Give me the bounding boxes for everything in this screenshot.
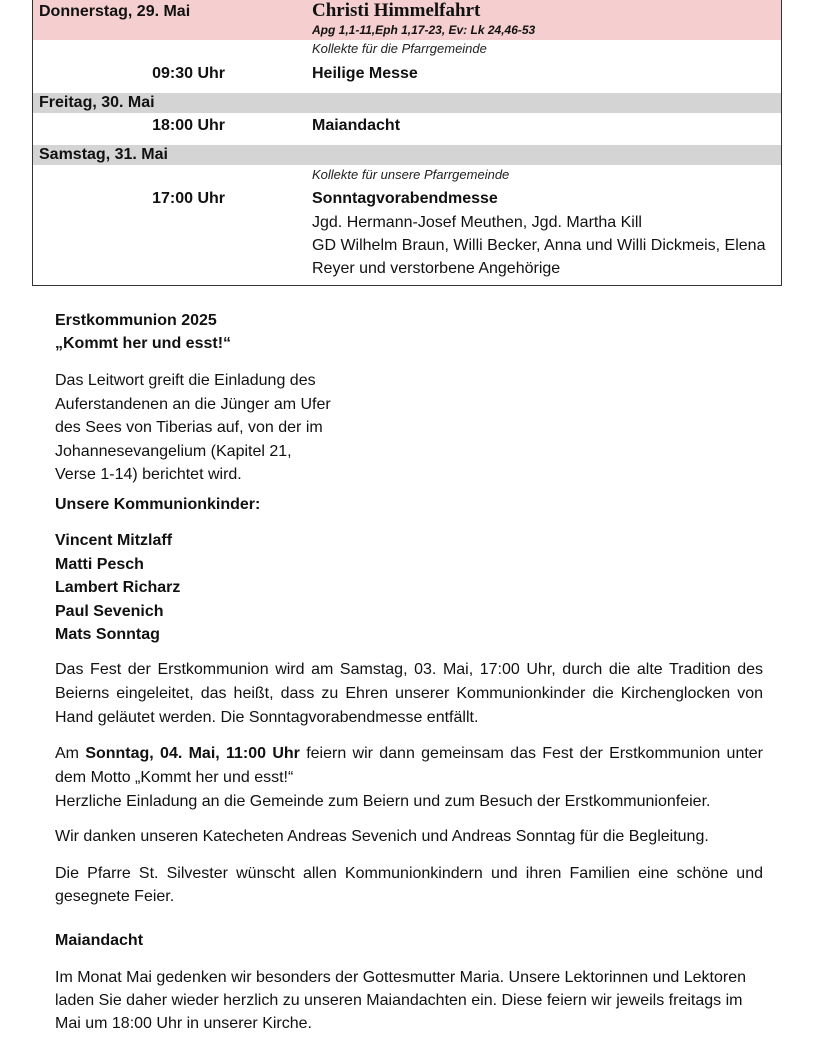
- maiandacht-heading: Maiandacht: [55, 932, 144, 949]
- day-label: Freitag, 30. Mai: [39, 94, 155, 111]
- collection-note: Kollekte für unsere Pfarrgemeinde: [312, 167, 510, 182]
- intro-line: Das Leitwort greift die Einladung des: [55, 372, 316, 389]
- schedule-table: [32, 0, 782, 286]
- intro-line: des Sees von Tiberias auf, von der im: [55, 419, 323, 436]
- communion-paragraph-beiern: Das Fest der Erstkommunion wird am Samstag, 03. Mai, 17:00 Uhr, durch die alte Tradition des Beierns eingeleitet, das heißt, dass zu Ehren unserer Kommunionkinder die Kirchenglocken von Hand geläutet werden. Die Sonntagvorabendmesse entfällt.: [55, 661, 763, 726]
- intention-line: GD Wilhelm Braun, Willi Becker, Anna und Willi Dickmeis, Elena: [312, 237, 766, 254]
- service-title: Maiandacht: [312, 117, 401, 134]
- sunday-date: Sonntag, 04. Mai, 11:00 Uhr: [85, 745, 300, 762]
- children-heading: Unsere Kommunionkinder:: [55, 496, 261, 513]
- intention-line: Jgd. Hermann-Josef Meuthen, Jgd. Martha Kill: [312, 214, 642, 231]
- communion-wishes: Die Pfarre St. Silvester wünscht allen Kommunionkindern und ihren Familien eine schöne und gesegnete Feier.: [55, 865, 763, 905]
- maiandacht-text: Im Monat Mai gedenken wir besonders der Gottesmutter Maria. Unsere Lektorinnen und Lektoren laden Sie daher wieder herzlich zu unseren Maiandachten ein. Diese feiern wir jeweils freitags im Mai um 18:00 Uhr in unserer Kirche.: [55, 969, 747, 1032]
- child-name: Matti Pesch: [55, 555, 144, 573]
- child-name: Mats Sonntag: [55, 626, 160, 643]
- communion-heading: Erstkommunion 2025: [55, 312, 217, 329]
- communion-thanks: Wir danken unseren Katecheten Andreas Sevenich und Andreas Sonntag für die Begleitung.: [55, 828, 709, 845]
- child-name: Lambert Richarz: [55, 579, 181, 596]
- service-title: Sonntagvorabendmesse: [312, 190, 498, 207]
- service-title: Heilige Messe: [312, 65, 418, 82]
- text-run: feiern wir dann gemeinsam das Fest der Erstkommunion unter dem Motto „Kommt her und esst!“: [55, 745, 764, 786]
- communion-motto: „Kommt her und esst!“: [55, 335, 232, 352]
- intention-line: Reyer und verstorbene Angehörige: [312, 260, 561, 277]
- service-time: 17:00 Uhr: [152, 190, 225, 207]
- day-row-saturday: [33, 145, 781, 165]
- text-run: Am: [55, 745, 86, 762]
- day-label: Samstag, 31. Mai: [39, 146, 168, 163]
- child-name: Paul Sevenich: [55, 602, 164, 620]
- children-list: [55, 529, 763, 647]
- child-name: Vincent Mitzlaff: [55, 532, 173, 549]
- readings: Apg 1,1-11,Eph 1,17-23, Ev: Lk 24,46-53: [312, 23, 536, 37]
- communion-intro: [55, 369, 763, 487]
- service-time: 09:30 Uhr: [152, 65, 225, 82]
- day-row-thursday: [33, 0, 781, 40]
- communion-paragraph-sunday: [55, 742, 763, 790]
- communion-invitation: Herzliche Einladung an die Gemeinde zum Beiern und zum Besuch der Erstkommunionfeier.: [55, 793, 711, 810]
- intro-line: Johannesevangelium (Kapitel 21,: [55, 442, 292, 460]
- intro-line: Verse 1-14) berichtet wird.: [55, 466, 242, 483]
- feast-title: Christi Himmelfahrt: [312, 0, 481, 21]
- collection-note: Kollekte für die Pfarrgemeinde: [312, 41, 487, 56]
- day-label: Donnerstag, 29. Mai: [39, 3, 191, 20]
- intro-line: Auferstandenen an die Jünger am Ufer: [55, 395, 331, 413]
- service-time: 18:00 Uhr: [152, 117, 225, 134]
- day-row-friday: [33, 93, 781, 113]
